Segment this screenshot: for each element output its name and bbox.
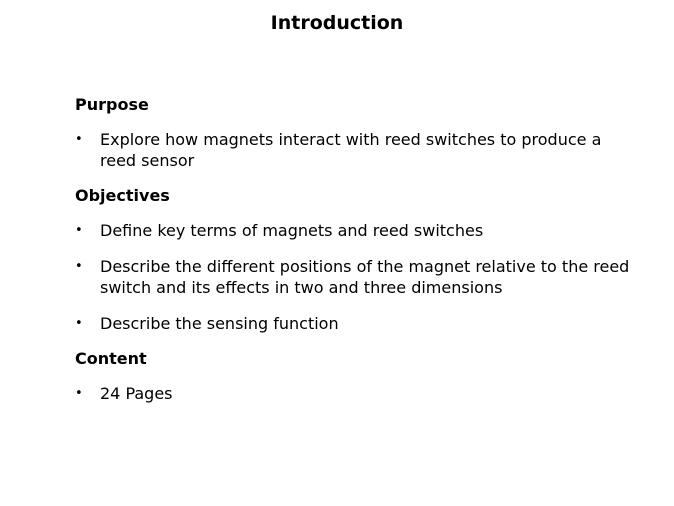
purpose-section [75, 95, 655, 171]
bullet-item [75, 383, 655, 404]
bullet-list [75, 220, 655, 334]
bullet-item [75, 313, 655, 334]
content-section [75, 349, 655, 404]
section-heading-content: Content [75, 349, 147, 368]
bullet-text: Describe the sensing function [100, 314, 339, 333]
bullet-list [75, 129, 655, 171]
bullet-item [75, 129, 655, 171]
bullet-item [75, 220, 655, 241]
bullet-point-icon: • [75, 223, 83, 238]
objectives-section [75, 186, 655, 334]
slide-content [75, 95, 655, 419]
bullet-list [75, 383, 655, 404]
slide-title: Introduction [270, 12, 404, 34]
bullet-text: 24 Pages [100, 384, 173, 403]
section-heading-objectives: Objectives [75, 186, 170, 205]
bullet-text: Describe the different positions of the magnet relative to the reed switch and its effects in two and three dimensions [100, 257, 630, 297]
bullet-point-icon: • [75, 386, 83, 401]
bullet-point-icon: • [75, 316, 83, 331]
bullet-text: Define key terms of magnets and reed switches [100, 221, 484, 240]
bullet-point-icon: • [75, 132, 83, 147]
bullet-point-icon: • [75, 259, 83, 274]
bullet-item [75, 256, 655, 298]
bullet-text: Explore how magnets interact with reed switches to produce a reed sensor [100, 130, 602, 170]
section-heading-purpose: Purpose [75, 95, 149, 114]
